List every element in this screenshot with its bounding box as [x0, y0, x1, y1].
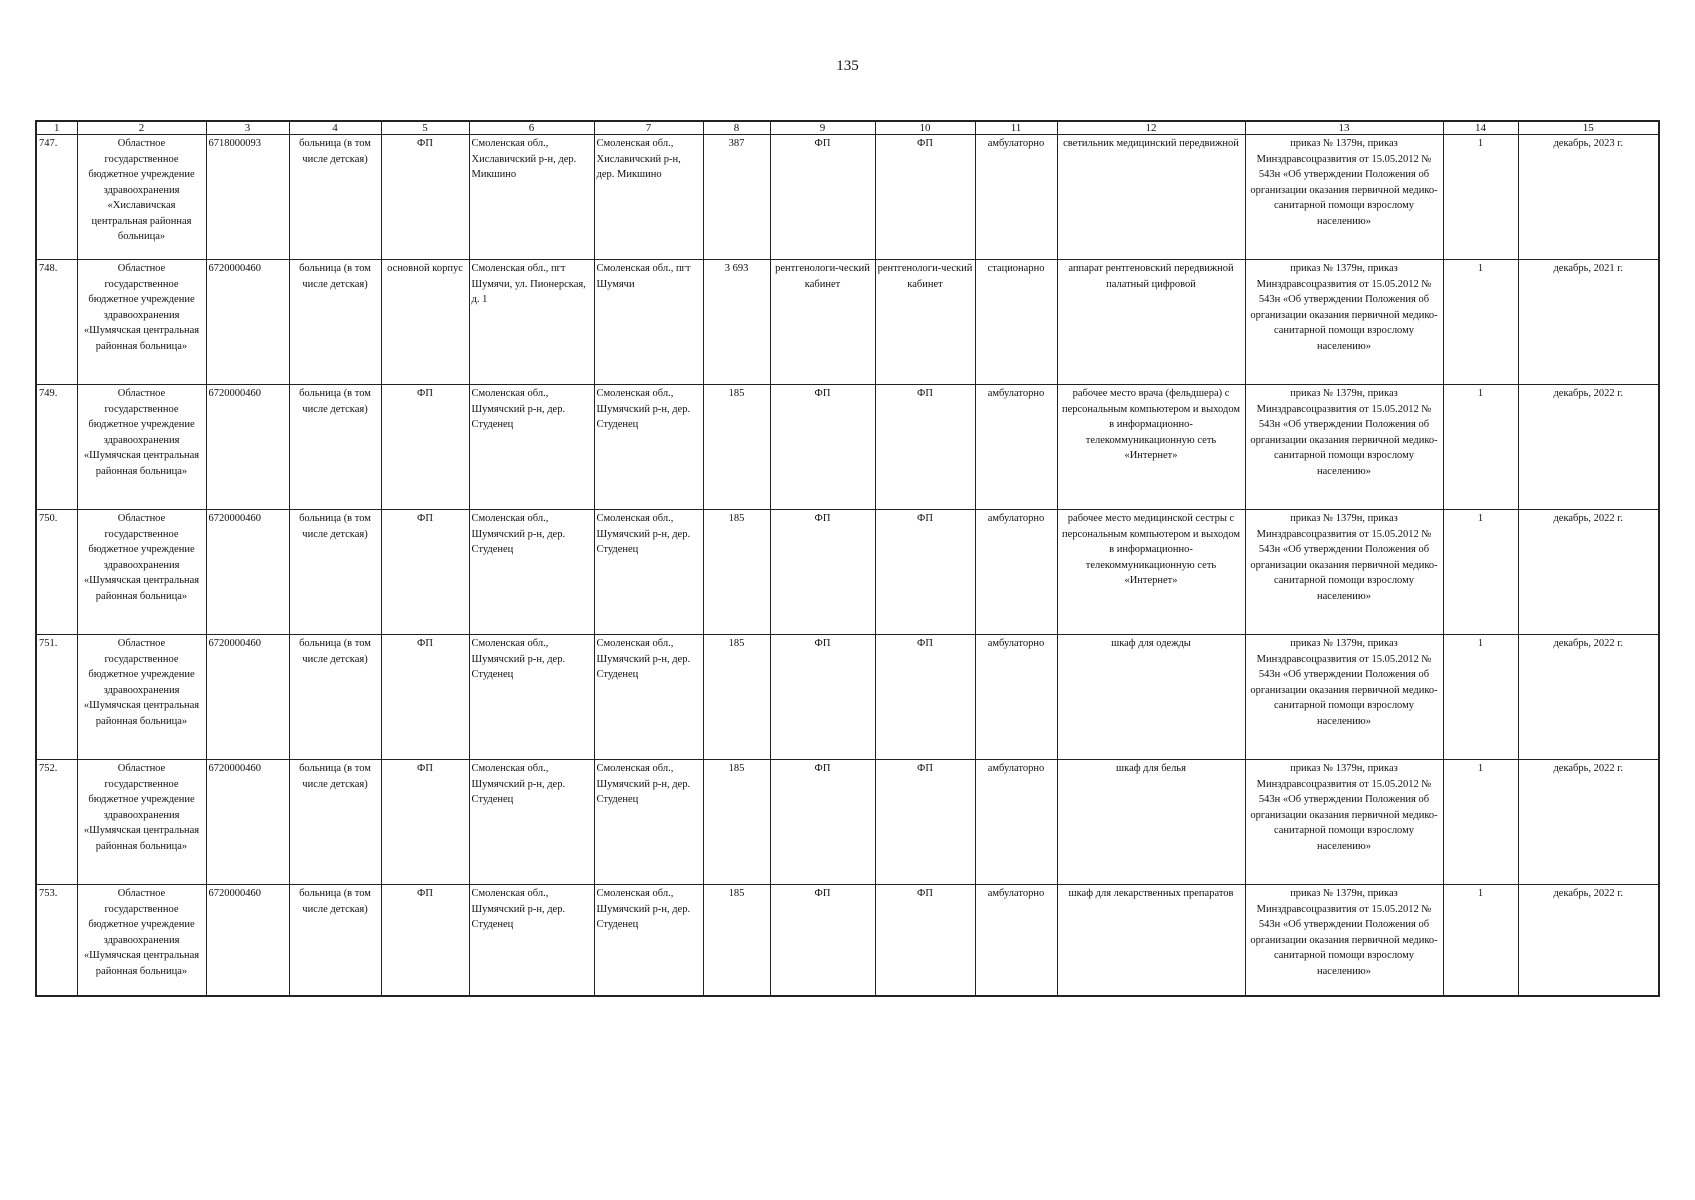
table-row	[36, 260, 1659, 385]
col-8-value: 185	[703, 510, 770, 635]
col-10-value: рентгенологи-ческий кабинет	[875, 260, 975, 385]
regulation: приказ № 1379н, приказ Минздравсоцразвития от 15.05.2012 № 543н «Об утверждении Положения об организации оказания первичной медико-санитарной помощи взрослому населению»	[1245, 135, 1443, 260]
organization-name: Областное государственное бюджетное учреждение здравоохранения «Шумячская центральная районная больница»	[77, 885, 206, 996]
facility-type: больница (в том числе детская)	[289, 760, 381, 885]
table-row	[36, 635, 1659, 760]
table-row	[36, 760, 1659, 885]
column-header: 15	[1518, 121, 1659, 135]
organization-name: Областное государственное бюджетное учреждение здравоохранения «Шумячская центральная районная больница»	[77, 760, 206, 885]
address-short: Смоленская обл., Шумячский р-н, дер. Студенец	[594, 385, 703, 510]
column-header: 9	[770, 121, 875, 135]
organization-name: Областное государственное бюджетное учреждение здравоохранения «Шумячская центральная районная больница»	[77, 260, 206, 385]
col-10-value: ФП	[875, 760, 975, 885]
org-code: 6720000460	[206, 385, 289, 510]
column-header: 13	[1245, 121, 1443, 135]
unit: ФП	[381, 760, 469, 885]
facility-type: больница (в том числе детская)	[289, 260, 381, 385]
care-mode: амбулаторно	[975, 885, 1057, 996]
col-8-value: 185	[703, 760, 770, 885]
address-short: Смоленская обл., Шумячский р-н, дер. Студенец	[594, 760, 703, 885]
quantity: 1	[1443, 635, 1518, 760]
unit: ФП	[381, 635, 469, 760]
col-10-value: ФП	[875, 135, 975, 260]
address-full: Смоленская обл., Шумячский р-н, дер. Студенец	[469, 385, 594, 510]
organization-name: Областное государственное бюджетное учреждение здравоохранения «Шумячская центральная районная больница»	[77, 635, 206, 760]
address-short: Смоленская обл., Шумячский р-н, дер. Студенец	[594, 885, 703, 996]
care-mode: амбулаторно	[975, 760, 1057, 885]
deadline: декабрь, 2022 г.	[1518, 635, 1659, 760]
address-short: Смоленская обл., пгт Шумячи	[594, 260, 703, 385]
column-number-row	[36, 121, 1659, 135]
table-row	[36, 135, 1659, 260]
deadline: декабрь, 2023 г.	[1518, 135, 1659, 260]
deadline: декабрь, 2021 г.	[1518, 260, 1659, 385]
table-row	[36, 385, 1659, 510]
facility-type: больница (в том числе детская)	[289, 385, 381, 510]
org-code: 6720000460	[206, 885, 289, 996]
column-header: 2	[77, 121, 206, 135]
deadline: декабрь, 2022 г.	[1518, 760, 1659, 885]
address-short: Смоленская обл., Шумячский р-н, дер. Студенец	[594, 510, 703, 635]
deadline: декабрь, 2022 г.	[1518, 510, 1659, 635]
address-full: Смоленская обл., Хиславичский р-н, дер. Микшино	[469, 135, 594, 260]
column-header: 3	[206, 121, 289, 135]
address-full: Смоленская обл., пгт Шумячи, ул. Пионерская, д. 1	[469, 260, 594, 385]
quantity: 1	[1443, 885, 1518, 996]
quantity: 1	[1443, 510, 1518, 635]
page-number: 135	[836, 58, 859, 74]
org-code: 6720000460	[206, 760, 289, 885]
address-full: Смоленская обл., Шумячский р-н, дер. Студенец	[469, 760, 594, 885]
equipment-name: аппарат рентгеновский передвижной палатный цифровой	[1057, 260, 1245, 385]
quantity: 1	[1443, 760, 1518, 885]
unit: ФП	[381, 510, 469, 635]
regulation: приказ № 1379н, приказ Минздравсоцразвития от 15.05.2012 № 543н «Об утверждении Положения об организации оказания первичной медико-санитарной помощи взрослому населению»	[1245, 260, 1443, 385]
equipment-name: рабочее место врача (фельдшера) с персональным компьютером и выходом в информационно-телекоммуникационную сеть «Интернет»	[1057, 385, 1245, 510]
org-code: 6720000460	[206, 635, 289, 760]
col-10-value: ФП	[875, 510, 975, 635]
deadline: декабрь, 2022 г.	[1518, 885, 1659, 996]
equipment-name: шкаф для одежды	[1057, 635, 1245, 760]
col-10-value: ФП	[875, 385, 975, 510]
organization-name: Областное государственное бюджетное учреждение здравоохранения «Шумячская центральная районная больница»	[77, 385, 206, 510]
unit: ФП	[381, 135, 469, 260]
regulation: приказ № 1379н, приказ Минздравсоцразвития от 15.05.2012 № 543н «Об утверждении Положения об организации оказания первичной медико-санитарной помощи взрослому населению»	[1245, 510, 1443, 635]
row-number: 753.	[36, 885, 77, 996]
address-full: Смоленская обл., Шумячский р-н, дер. Студенец	[469, 885, 594, 996]
unit: основной корпус	[381, 260, 469, 385]
col-9-value: ФП	[770, 635, 875, 760]
regulation: приказ № 1379н, приказ Минздравсоцразвития от 15.05.2012 № 543н «Об утверждении Положения об организации оказания первичной медико-санитарной помощи взрослому населению»	[1245, 385, 1443, 510]
address-full: Смоленская обл., Шумячский р-н, дер. Студенец	[469, 635, 594, 760]
col-8-value: 3 693	[703, 260, 770, 385]
equipment-name: рабочее место медицинской сестры с персональным компьютером и выходом в информационно-телекоммуникационную сеть «Интернет»	[1057, 510, 1245, 635]
col-8-value: 185	[703, 385, 770, 510]
regulation: приказ № 1379н, приказ Минздравсоцразвития от 15.05.2012 № 543н «Об утверждении Положения об организации оказания первичной медико-санитарной помощи взрослому населению»	[1245, 760, 1443, 885]
col-9-value: ФП	[770, 510, 875, 635]
facility-type: больница (в том числе детская)	[289, 135, 381, 260]
unit: ФП	[381, 385, 469, 510]
org-code: 6720000460	[206, 260, 289, 385]
org-code: 6720000460	[206, 510, 289, 635]
col-8-value: 185	[703, 885, 770, 996]
col-10-value: ФП	[875, 885, 975, 996]
col-9-value: ФП	[770, 760, 875, 885]
equipment-name: светильник медицинский передвижной	[1057, 135, 1245, 260]
row-number: 750.	[36, 510, 77, 635]
quantity: 1	[1443, 135, 1518, 260]
facility-type: больница (в том числе детская)	[289, 510, 381, 635]
column-header: 5	[381, 121, 469, 135]
equipment-name: шкаф для белья	[1057, 760, 1245, 885]
facility-type: больница (в том числе детская)	[289, 885, 381, 996]
address-full: Смоленская обл., Шумячский р-н, дер. Студенец	[469, 510, 594, 635]
col-9-value: ФП	[770, 135, 875, 260]
care-mode: амбулаторно	[975, 510, 1057, 635]
quantity: 1	[1443, 385, 1518, 510]
address-short: Смоленская обл., Шумячский р-н, дер. Студенец	[594, 635, 703, 760]
row-number: 751.	[36, 635, 77, 760]
facility-type: больница (в том числе детская)	[289, 635, 381, 760]
column-header: 10	[875, 121, 975, 135]
organization-name: Областное государственное бюджетное учреждение здравоохранения «Шумячская центральная районная больница»	[77, 510, 206, 635]
care-mode: амбулаторно	[975, 135, 1057, 260]
quantity: 1	[1443, 260, 1518, 385]
table-row	[36, 510, 1659, 635]
row-number: 747.	[36, 135, 77, 260]
col-9-value: рентгенологи-ческий кабинет	[770, 260, 875, 385]
care-mode: стационарно	[975, 260, 1057, 385]
column-header: 6	[469, 121, 594, 135]
col-9-value: ФП	[770, 885, 875, 996]
equipment-name: шкаф для лекарственных препаратов	[1057, 885, 1245, 996]
column-header: 1	[36, 121, 77, 135]
unit: ФП	[381, 885, 469, 996]
regulation: приказ № 1379н, приказ Минздравсоцразвития от 15.05.2012 № 543н «Об утверждении Положения об организации оказания первичной медико-санитарной помощи взрослому населению»	[1245, 885, 1443, 996]
table-row	[36, 885, 1659, 996]
organization-name: Областное государственное бюджетное учреждение здравоохранения «Хиславичская центральная районная больница»	[77, 135, 206, 260]
col-10-value: ФП	[875, 635, 975, 760]
column-header: 8	[703, 121, 770, 135]
column-header: 4	[289, 121, 381, 135]
deadline: декабрь, 2022 г.	[1518, 385, 1659, 510]
row-number: 752.	[36, 760, 77, 885]
care-mode: амбулаторно	[975, 385, 1057, 510]
regulation: приказ № 1379н, приказ Минздравсоцразвития от 15.05.2012 № 543н «Об утверждении Положения об организации оказания первичной медико-санитарной помощи взрослому населению»	[1245, 635, 1443, 760]
col-8-value: 387	[703, 135, 770, 260]
registry-table	[35, 120, 1660, 997]
col-9-value: ФП	[770, 385, 875, 510]
column-header: 11	[975, 121, 1057, 135]
column-header: 7	[594, 121, 703, 135]
column-header: 14	[1443, 121, 1518, 135]
row-number: 748.	[36, 260, 77, 385]
address-short: Смоленская обл., Хиславичский р-н, дер. Микшино	[594, 135, 703, 260]
care-mode: амбулаторно	[975, 635, 1057, 760]
column-header: 12	[1057, 121, 1245, 135]
col-8-value: 185	[703, 635, 770, 760]
org-code: 6718000093	[206, 135, 289, 260]
row-number: 749.	[36, 385, 77, 510]
